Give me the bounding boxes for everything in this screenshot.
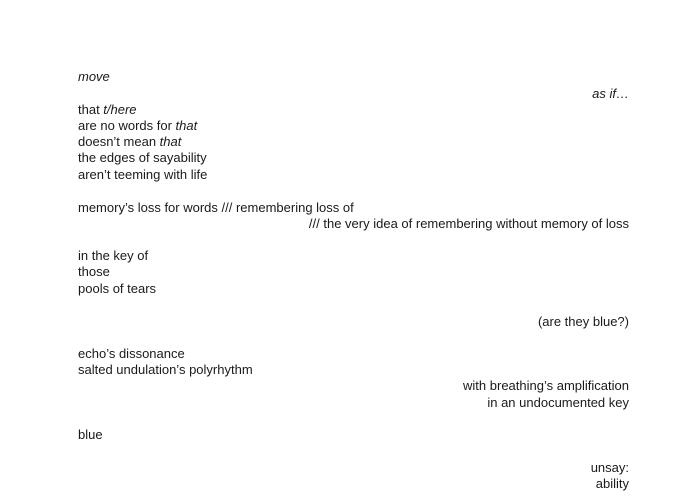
poem-line: those <box>78 264 110 279</box>
poem-line: with breathing’s amplification <box>463 378 629 393</box>
poem-line <box>78 102 137 118</box>
poem-memory-line-2: /// the very idea of remembering without memory of loss <box>308 216 629 231</box>
poem-text: doesn’t mean <box>78 134 160 149</box>
poem-line: unsay: <box>590 460 629 475</box>
poem-text: are no words for <box>78 118 176 133</box>
poem-line: in the key of <box>78 248 149 263</box>
poem-line: in an undocumented key <box>487 395 629 410</box>
poem-text-italic: that <box>175 118 198 133</box>
poem-line: ability <box>595 476 629 491</box>
poem-line: pools of tears <box>78 281 157 296</box>
poem-as-if: as if… <box>592 86 629 101</box>
poem-word-blue: blue <box>78 427 103 442</box>
poem-line: salted undulation’s polyrhythm <box>78 362 253 377</box>
poem-text-italic: that <box>159 134 182 149</box>
poem-line <box>78 134 181 150</box>
poem-line <box>78 118 197 134</box>
poem-blue-question: (are they blue?) <box>537 314 629 329</box>
poem-memory-line-1: memory’s loss for words /// remembering loss of <box>78 200 354 215</box>
poem-line: aren’t teeming with life <box>78 167 208 182</box>
poem-text: that <box>78 102 104 117</box>
poem-line: echo’s dissonance <box>78 346 185 361</box>
poem-text-italic: t/here <box>103 102 137 117</box>
poem-line: the edges of sayability <box>78 150 207 165</box>
poem-word-move: move <box>78 69 110 84</box>
